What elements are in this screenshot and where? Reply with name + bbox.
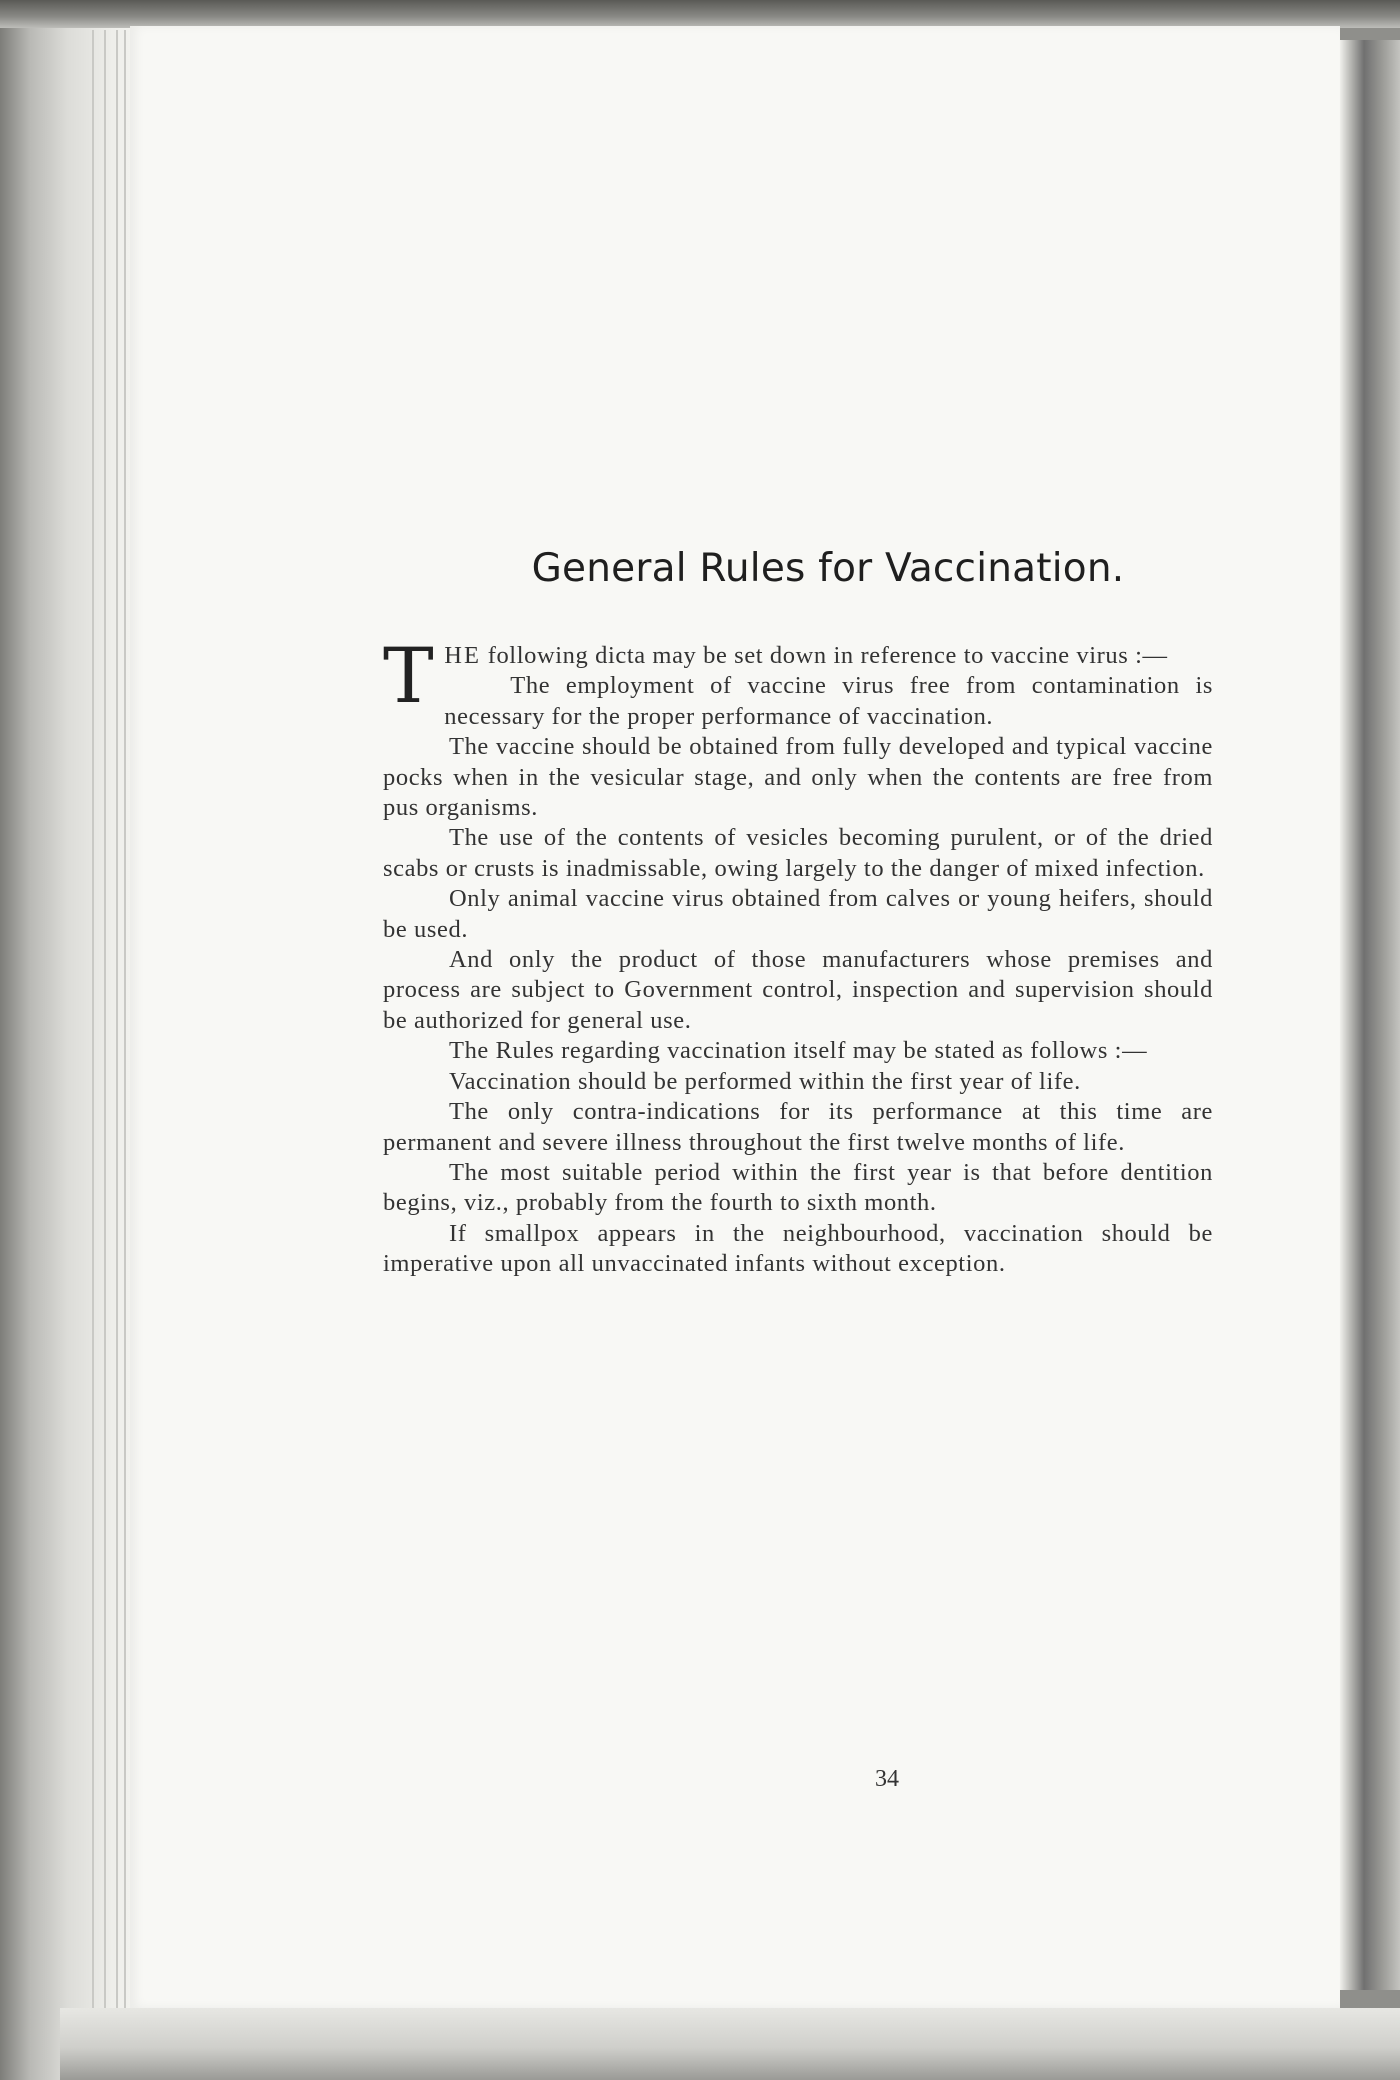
- page-title: General Rules for Vaccination.: [531, 546, 1125, 591]
- paragraph: And only the product of those manufacturers whose premises and process are subject to Government control, inspection and supervision should be authorized for general use.: [383, 946, 1213, 1034]
- page-number: 34: [875, 1766, 899, 1792]
- paragraph: The vaccine should be obtained from fully developed and typical vaccine pocks when in the vesicular stage, and only when the contents are free from pus organisms.: [383, 733, 1213, 822]
- paragraph: The most suitable period within the first year is that before dentition begins, viz., probably from the fourth to sixth month.: [383, 1158, 1213, 1217]
- book-page: [130, 26, 1340, 2008]
- page-edge-line: [92, 30, 94, 2020]
- binding-edge: [1340, 40, 1400, 1990]
- page-content: [383, 546, 1213, 1280]
- paragraph: The use of the contents of vesicles becoming purulent, or of the dried scabs or crusts is inadmissable, owing largely to the danger of mixed infection.: [383, 824, 1213, 882]
- drop-cap: T: [383, 631, 435, 720]
- paragraph: Only animal vaccine virus obtained from calves or young heifers, should be used.: [383, 885, 1213, 943]
- paragraph: The Rules regarding vaccination itself may be stated as follows :—: [449, 1037, 1148, 1065]
- bottom-edge: [60, 2008, 1400, 2080]
- body-text: [383, 631, 1213, 1280]
- paragraph: The employment of vaccine virus free from contamination is necessary for the proper performance of vaccination.: [444, 672, 1213, 730]
- page-edge-line: [124, 30, 126, 2020]
- opening-text: following dicta may be set down in reference to vaccine virus :—: [480, 642, 1168, 669]
- top-edge-shadow: [0, 0, 1400, 28]
- opening-caps: HE: [444, 642, 481, 669]
- page-edge-line: [116, 30, 118, 2020]
- page-edge-line: [104, 30, 106, 2020]
- page-edge-stack: [0, 0, 150, 2080]
- paragraph: The only contra-indications for its performance at this time are permanent and severe illness throughout the first twelve months of life.: [383, 1098, 1213, 1156]
- paragraph: Vaccination should be performed within the first year of life.: [449, 1067, 1081, 1095]
- paragraph: If smallpox appears in the neighbourhood, vaccination should be imperative upon all unvaccinated infants without exception.: [383, 1219, 1213, 1278]
